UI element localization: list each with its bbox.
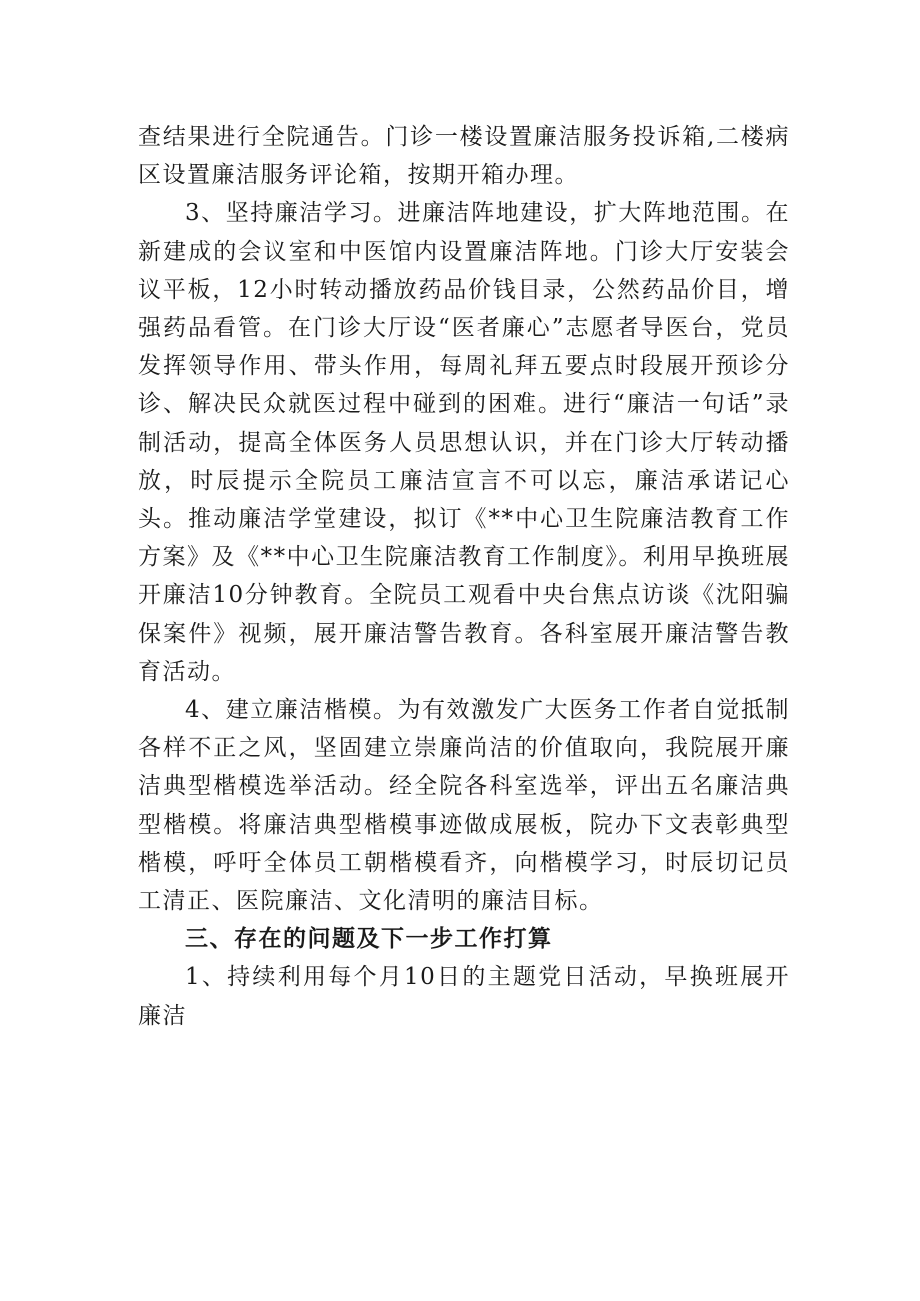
paragraph-item-3-integrity-study: 3、坚持廉洁学习。进廉洁阵地建设，扩大阵地范围。在新建成的会议室和中医馆内设置廉洁阵地。门诊大厅安装会议平板，12小时转动播放药品价钱目录，公然药品价目，增强药品看管。在门诊大厅设“医者廉心”志愿者导医台，党员发挥领导作用、带头作用，每周礼拜五要点时段展开预诊分诊、解决民众就医过程中碰到的困难。进行“廉洁一句话”录制活动，提高全体医务人员思想认识，并在门诊大厅转动播放，时辰提示全院员工廉洁宣言不可以忘，廉洁承诺记心头。推动廉洁学堂建设，拟订《**中心卫生院廉洁教育工作方案》及《**中心卫生院廉洁教育工作制度》。利用早换班展开廉洁10分钟教育。全院员工观看中央台焦点访谈《沈阳骗保案件》视频，展开廉洁警告教育。各科室展开廉洁警告教育活动。 — [138, 200, 790, 685]
paragraph-continuation: 查结果进行全院通告。门诊一楼设置廉洁服务投诉箱,二楼病区设置廉洁服务评论箱，按期开箱办理。 — [138, 124, 790, 189]
paragraph-next-step-1: 1、持续利用每个月10日的主题党日活动，早换班展开廉洁 — [138, 964, 790, 1029]
document-body — [138, 118, 790, 1035]
paragraph-item-4-integrity-models: 4、建立廉洁楷模。为有效激发广大医务工作者自觉抵制各样不正之风，坚固建立崇廉尚洁的价值取向，我院展开廉洁典型楷模选举活动。经全院各科室选举，评出五名廉洁典型楷模。将廉洁典型楷模事迹做成展板，院办下文表彰典型楷模，呼吁全体员工朝楷模看齐，向楷模学习，时辰切记员工清正、医院廉洁、文化清明的廉洁目标。 — [138, 697, 790, 915]
section-heading-problems-next-steps: 三、存在的问题及下一步工作打算 — [185, 926, 553, 953]
